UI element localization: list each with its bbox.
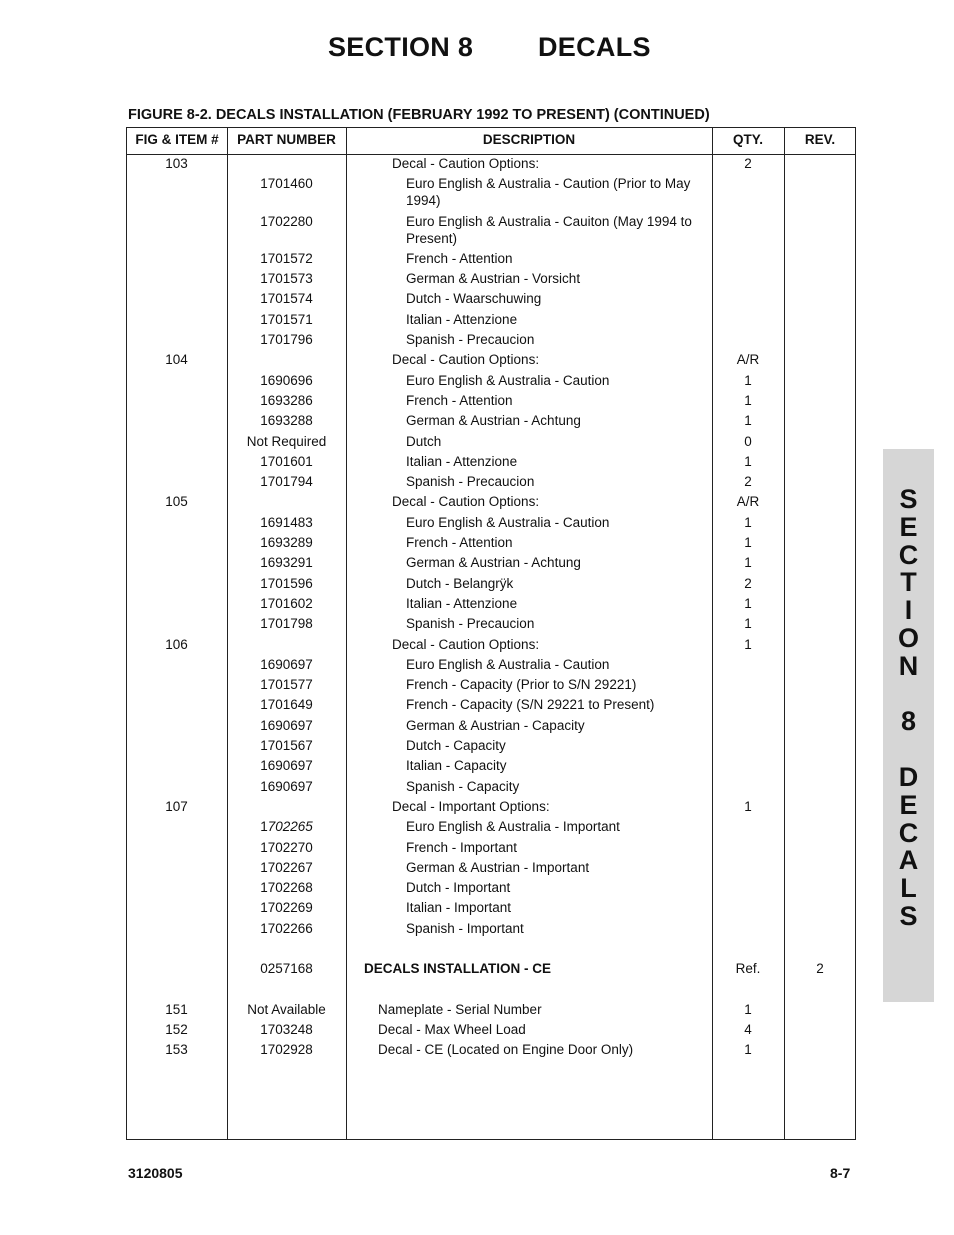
table-row <box>126 717 856 737</box>
qty-cell: 1 <box>744 372 752 388</box>
part-number-cell: 1701601 <box>260 453 313 469</box>
description-cell: Dutch - Important <box>406 880 511 896</box>
table-row <box>126 859 856 879</box>
description-cell: Euro English & Australia - Caution <box>406 514 610 530</box>
table-row <box>126 899 856 919</box>
part-number-cell: 1693286 <box>260 392 313 408</box>
description-cell: French - Important <box>406 839 518 855</box>
description-cell: Italian - Attenzione <box>406 311 518 327</box>
qty-cell: 1 <box>744 514 752 530</box>
fig-item-cell: 106 <box>165 636 188 652</box>
side-tab-letter: O <box>897 623 919 653</box>
table-row <box>126 514 856 534</box>
description-cell: Spanish - Important <box>406 920 524 936</box>
description-cell: Italian - Attenzione <box>406 595 518 611</box>
part-number-cell: 1693289 <box>260 535 313 551</box>
side-tab-letter: L <box>900 873 917 904</box>
qty-cell: 1 <box>744 1001 752 1017</box>
table-row <box>126 839 856 859</box>
description-cell: Italian - Capacity <box>406 758 507 774</box>
fig-item-cell: 104 <box>165 352 188 368</box>
qty-cell: Ref. <box>735 961 761 977</box>
table-row <box>126 798 856 818</box>
description-cell: French - Attention <box>406 392 513 408</box>
table-row <box>126 534 856 554</box>
table-row <box>126 879 856 899</box>
table-row <box>126 331 856 351</box>
qty-cell: 0 <box>744 433 752 449</box>
part-number-cell: 1690697 <box>260 717 313 733</box>
description-cell: Spanish - Precaucion <box>406 332 535 348</box>
page-number: 8-7 <box>830 1165 851 1181</box>
fig-item-cell: 153 <box>165 1042 188 1058</box>
part-number-cell: 1701649 <box>260 697 313 713</box>
description-cell: Spanish - Capacity <box>406 778 520 794</box>
qty-cell: 2 <box>744 474 752 490</box>
fig-item-cell: 152 <box>165 1022 188 1038</box>
side-tab-letter: I <box>904 595 913 626</box>
part-number-cell: 1703248 <box>260 1022 313 1038</box>
qty-cell: 1 <box>744 413 752 429</box>
col-header-description: DESCRIPTION <box>482 132 576 147</box>
table-row <box>126 1001 856 1021</box>
part-number-cell: Not Available <box>247 1001 326 1017</box>
rev-cell: 2 <box>816 961 824 977</box>
table-row <box>126 636 856 656</box>
table-row <box>126 575 856 595</box>
table-row <box>126 960 856 980</box>
qty-cell: 1 <box>744 636 752 652</box>
side-tab-letter: A <box>898 845 919 876</box>
table-row <box>126 818 856 838</box>
description-cell: Decal - Caution Options: <box>392 494 540 510</box>
description-cell: Euro English & Australia - Important <box>406 819 620 835</box>
qty-cell: 2 <box>744 156 752 171</box>
table-row <box>126 1021 856 1041</box>
figure-title: FIGURE 8-2. DECALS INSTALLATION (FEBRUARY 1992 TO PRESENT) (CONTINUED) <box>128 107 710 123</box>
description-cell: German & Austrian - Vorsicht <box>406 271 581 287</box>
part-number-cell: 1701567 <box>260 738 313 754</box>
part-number-cell: 0257168 <box>260 961 313 977</box>
table-row <box>126 270 856 290</box>
side-tab-letter: S <box>899 484 918 514</box>
part-number-cell: 1693291 <box>260 555 313 571</box>
part-number-cell: 1702928 <box>260 1042 313 1058</box>
table-row <box>126 213 856 250</box>
table-row <box>126 473 856 493</box>
table-row <box>126 290 856 310</box>
table-row <box>126 656 856 676</box>
description-cell: French - Attention <box>406 250 513 266</box>
table-row <box>126 250 856 270</box>
side-tab-letter: T <box>900 567 917 598</box>
qty-cell: 1 <box>744 555 752 571</box>
section-title: DECALS <box>538 32 651 62</box>
description-cell: German & Austrian - Achtung <box>406 413 581 429</box>
table-row <box>126 372 856 392</box>
description-cell: Dutch - Capacity <box>406 738 506 754</box>
fig-item-cell: 151 <box>165 1001 188 1017</box>
table-row <box>126 155 856 175</box>
side-tab-letter: S <box>899 901 918 931</box>
part-number-cell: 1690697 <box>260 778 313 794</box>
part-number-cell: 1701596 <box>260 575 313 591</box>
part-number-cell: 1701577 <box>260 677 313 693</box>
table-row <box>126 920 856 940</box>
description-cell: DECALS INSTALLATION - CE <box>364 961 551 977</box>
part-number-cell: 1701798 <box>260 616 313 632</box>
fig-item-cell: 103 <box>165 156 188 171</box>
section-label: SECTION 8 <box>328 32 474 62</box>
description-cell: French - Attention <box>406 535 513 551</box>
qty-cell: 4 <box>744 1022 752 1038</box>
table-row <box>126 595 856 615</box>
qty-cell: A/R <box>736 494 760 510</box>
qty-cell: 1 <box>744 595 752 611</box>
description-cell: German & Austrian - Important <box>406 859 590 875</box>
col-header-fig: FIG & ITEM # <box>135 132 219 147</box>
part-number-cell: 1702280 <box>260 213 313 229</box>
side-tab-letter: C <box>898 539 919 570</box>
table-body <box>126 155 856 1062</box>
description-cell: Decal - Important Options: <box>392 798 550 814</box>
col-header-part: PART NUMBER <box>237 132 336 147</box>
description-cell: Decal - Max Wheel Load <box>378 1022 526 1038</box>
part-number-cell: 1701574 <box>260 291 313 307</box>
part-number-cell: 1690697 <box>260 758 313 774</box>
description-cell: Euro English & Australia - Caution <box>406 656 610 672</box>
table-row <box>126 778 856 798</box>
side-tab-letter: E <box>899 789 918 820</box>
table-row <box>126 453 856 473</box>
col-header-rev: REV. <box>804 132 836 147</box>
table-row <box>126 175 856 212</box>
table-spacer <box>126 981 856 1001</box>
part-number-cell: 1701794 <box>260 474 313 490</box>
table-row <box>126 493 856 513</box>
part-number-cell: 1702268 <box>260 880 313 896</box>
description-cell: Euro English & Australia - Cauiton (May 1994 to Present) <box>406 213 692 246</box>
part-number-cell: 1690697 <box>260 656 313 672</box>
section-side-tab <box>883 449 934 1002</box>
description-cell: Spanish - Precaucion <box>406 474 535 490</box>
side-tab-letter: 8 <box>900 706 917 737</box>
part-number-cell: 1701796 <box>260 332 313 348</box>
qty-cell: 1 <box>744 535 752 551</box>
part-number-cell: 1701573 <box>260 271 313 287</box>
table-row <box>126 737 856 757</box>
qty-cell: 1 <box>744 1042 752 1058</box>
table-row <box>126 311 856 331</box>
qty-cell: A/R <box>736 352 760 368</box>
description-cell: Spanish - Precaucion <box>406 616 535 632</box>
part-number-cell: 1701602 <box>260 595 313 611</box>
table-row <box>126 696 856 716</box>
part-number-cell: 1701460 <box>260 176 313 192</box>
qty-cell: 2 <box>744 575 752 591</box>
qty-cell: 1 <box>744 392 752 408</box>
part-number-cell: 1702267 <box>260 859 313 875</box>
description-cell: Dutch <box>406 433 442 449</box>
section-header <box>0 32 954 72</box>
table-row <box>126 433 856 453</box>
side-tab-letter: E <box>899 511 918 542</box>
table-row <box>126 615 856 635</box>
description-cell: Italian - Important <box>406 900 512 916</box>
description-cell: Dutch - Belangrÿk <box>406 575 514 591</box>
description-cell: Decal - Caution Options: <box>392 352 540 368</box>
table-row <box>126 351 856 371</box>
description-cell: Decal - Caution Options: <box>392 156 540 171</box>
part-number-cell: Not Required <box>246 433 327 449</box>
table-row <box>126 412 856 432</box>
part-number-cell: 1701572 <box>260 250 313 266</box>
description-cell: Decal - Caution Options: <box>392 636 540 652</box>
table-row <box>126 554 856 574</box>
side-tab-letter: N <box>898 650 919 681</box>
description-cell: Decal - CE (Located on Engine Door Only) <box>378 1042 634 1058</box>
description-cell: French - Capacity (S/N 29221 to Present) <box>406 697 655 713</box>
col-header-qty: QTY. <box>732 132 763 147</box>
table-row <box>126 757 856 777</box>
part-number-cell: 1702269 <box>260 900 313 916</box>
qty-cell: 1 <box>744 798 752 814</box>
table-row <box>126 1041 856 1061</box>
part-number-cell: 1701571 <box>260 311 313 327</box>
description-cell: Dutch - Waarschuwing <box>406 291 542 307</box>
table-spacer <box>126 940 856 960</box>
part-number-cell: 1702270 <box>260 839 313 855</box>
qty-cell: 1 <box>744 453 752 469</box>
fig-item-cell: 107 <box>165 798 188 814</box>
qty-cell: 1 <box>744 616 752 632</box>
side-tab-letter: C <box>898 817 919 848</box>
description-cell: Nameplate - Serial Number <box>378 1001 542 1017</box>
part-number-cell: 1690696 <box>260 372 313 388</box>
description-cell: Italian - Attenzione <box>406 453 518 469</box>
part-number-cell: 1691483 <box>260 514 313 530</box>
part-number-cell: 1693288 <box>260 413 313 429</box>
fig-item-cell: 105 <box>165 494 188 510</box>
description-cell: German & Austrian - Capacity <box>406 717 585 733</box>
description-cell: Euro English & Australia - Caution <box>406 372 610 388</box>
part-number-cell: 1702266 <box>260 920 313 936</box>
table-row <box>126 392 856 412</box>
table-row <box>126 676 856 696</box>
description-cell: Euro English & Australia - Caution (Prior to May 1994) <box>406 176 691 209</box>
description-cell: French - Capacity (Prior to S/N 29221) <box>406 677 637 693</box>
part-number-cell: 1702265 <box>260 819 313 835</box>
description-cell: German & Austrian - Achtung <box>406 555 581 571</box>
side-tab-letter: D <box>898 762 919 792</box>
doc-number: 3120805 <box>128 1165 183 1181</box>
